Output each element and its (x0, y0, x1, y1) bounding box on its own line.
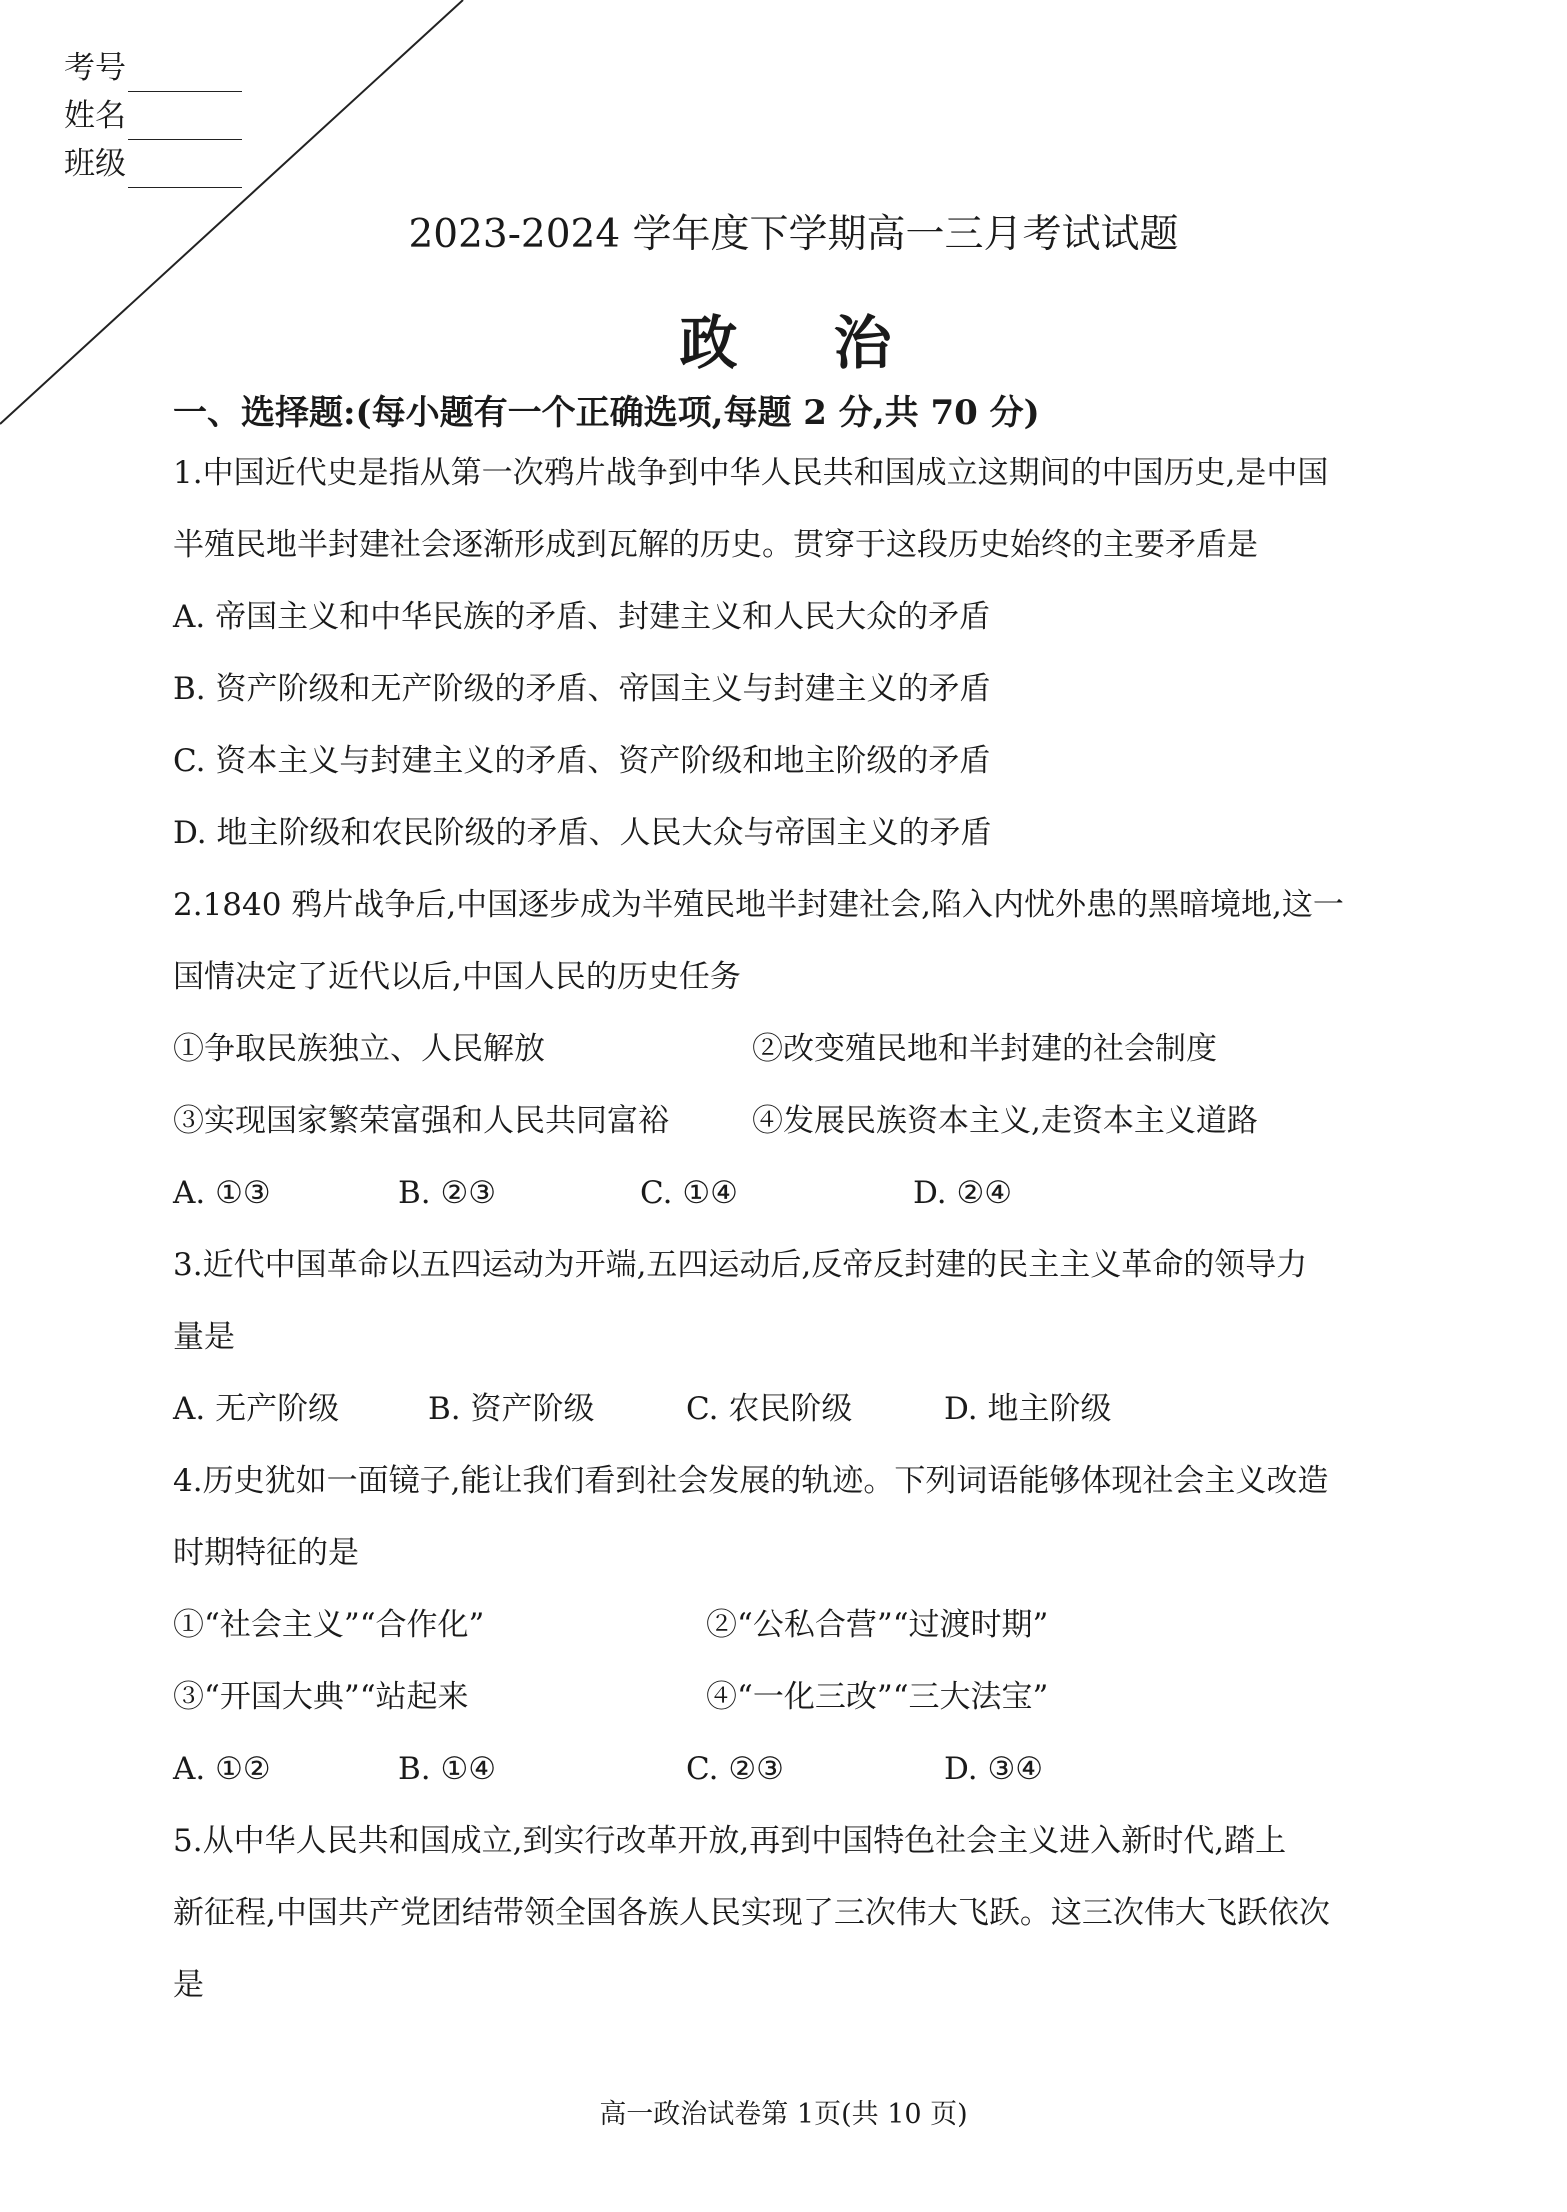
question-2-option-c: C. ①④ (640, 1175, 738, 1211)
page-footer: 高一政治试卷第 1页(共 10 页) (599, 2099, 968, 2130)
question-2-stem-line-2: 国情决定了近代以后,中国人民的历史任务 (173, 959, 741, 995)
question-2-option-b: B. ②③ (398, 1175, 497, 1211)
question-3-option-a: A. 无产阶级 (173, 1391, 340, 1427)
question-4-statement-2: ②“公私合营”“过渡时期” (706, 1607, 1049, 1643)
question-5-stem-line-3: 是 (173, 1967, 204, 2003)
question-4-option-a: A. ①② (173, 1751, 271, 1787)
class-input[interactable] (128, 151, 242, 188)
question-3-option-d: D. 地主阶级 (944, 1391, 1112, 1427)
question-2-statement-4: ④发展民族资本主义,走资本主义道路 (752, 1103, 1258, 1139)
question-4-statement-3: ③“开国大典”“站起来 (173, 1679, 469, 1715)
question-3-option-b: B. 资产阶级 (428, 1391, 595, 1427)
question-1-option-a: A. 帝国主义和中华民族的矛盾、封建主义和人民大众的矛盾 (173, 599, 991, 635)
name-row (64, 92, 242, 140)
section-heading: 一、选择题:(每小题有一个正确选项,每题 2 分,共 70 分) (173, 393, 1040, 433)
question-4-option-d: D. ③④ (944, 1751, 1044, 1787)
question-1-stem-line-2: 半殖民地半封建社会逐渐形成到瓦解的历史。贯穿于这段历史始终的主要矛盾是 (173, 527, 1258, 563)
name-input[interactable] (128, 103, 242, 140)
question-1-option-d: D. 地主阶级和农民阶级的矛盾、人民大众与帝国主义的矛盾 (173, 815, 992, 851)
question-1-option-b: B. 资产阶级和无产阶级的矛盾、帝国主义与封建主义的矛盾 (173, 671, 991, 707)
question-2-statement-1: ①争取民族独立、人民解放 (173, 1031, 545, 1067)
student-info (64, 44, 242, 188)
class-label: 班级 (64, 146, 126, 182)
question-1-option-c: C. 资本主义与封建主义的矛盾、资产阶级和地主阶级的矛盾 (173, 743, 991, 779)
exam-title: 2023-2024 学年度下学期高一三月考试试题 (408, 212, 1179, 257)
question-3-option-c: C. 农民阶级 (686, 1391, 853, 1427)
question-2-statement-3: ③实现国家繁荣富强和人民共同富裕 (173, 1103, 669, 1139)
question-5-stem-line-1: 5.从中华人民共和国成立,到实行改革开放,再到中国特色社会主义进入新时代,踏上 (173, 1823, 1287, 1859)
question-2-option-a: A. ①③ (173, 1175, 271, 1211)
class-row (64, 140, 242, 188)
question-2-option-d: D. ②④ (913, 1175, 1013, 1211)
exam-number-input[interactable] (128, 55, 242, 92)
question-1-stem-line-1: 1.中国近代史是指从第一次鸦片战争到中华人民共和国成立这期间的中国历史,是中国 (173, 455, 1329, 491)
question-3-stem-line-2: 量是 (173, 1319, 235, 1355)
name-label: 姓名 (64, 98, 126, 134)
question-4-statement-4: ④“一化三改”“三大法宝” (706, 1679, 1049, 1715)
exam-number-label: 考号 (64, 50, 126, 86)
question-4-stem-line-2: 时期特征的是 (173, 1535, 359, 1571)
question-4-stem-line-1: 4.历史犹如一面镜子,能让我们看到社会发展的轨迹。下列词语能够体现社会主义改造 (173, 1463, 1329, 1499)
question-3-stem-line-1: 3.近代中国革命以五四运动为开端,五四运动后,反帝反封建的民主主义革命的领导力 (173, 1247, 1308, 1283)
exam-number-row (64, 44, 242, 92)
subject-title: 政治 (679, 309, 988, 377)
question-4-statement-1: ①“社会主义”“合作化” (173, 1607, 485, 1643)
question-4-option-b: B. ①④ (398, 1751, 497, 1787)
question-4-option-c: C. ②③ (686, 1751, 784, 1787)
question-2-stem-line-1: 2.1840 鸦片战争后,中国逐步成为半殖民地半封建社会,陷入内忧外患的黑暗境地,这一 (173, 887, 1344, 923)
question-5-stem-line-2: 新征程,中国共产党团结带领全国各族人民实现了三次伟大飞跃。这三次伟大飞跃依次 (173, 1895, 1330, 1931)
question-2-statement-2: ②改变殖民地和半封建的社会制度 (752, 1031, 1217, 1067)
